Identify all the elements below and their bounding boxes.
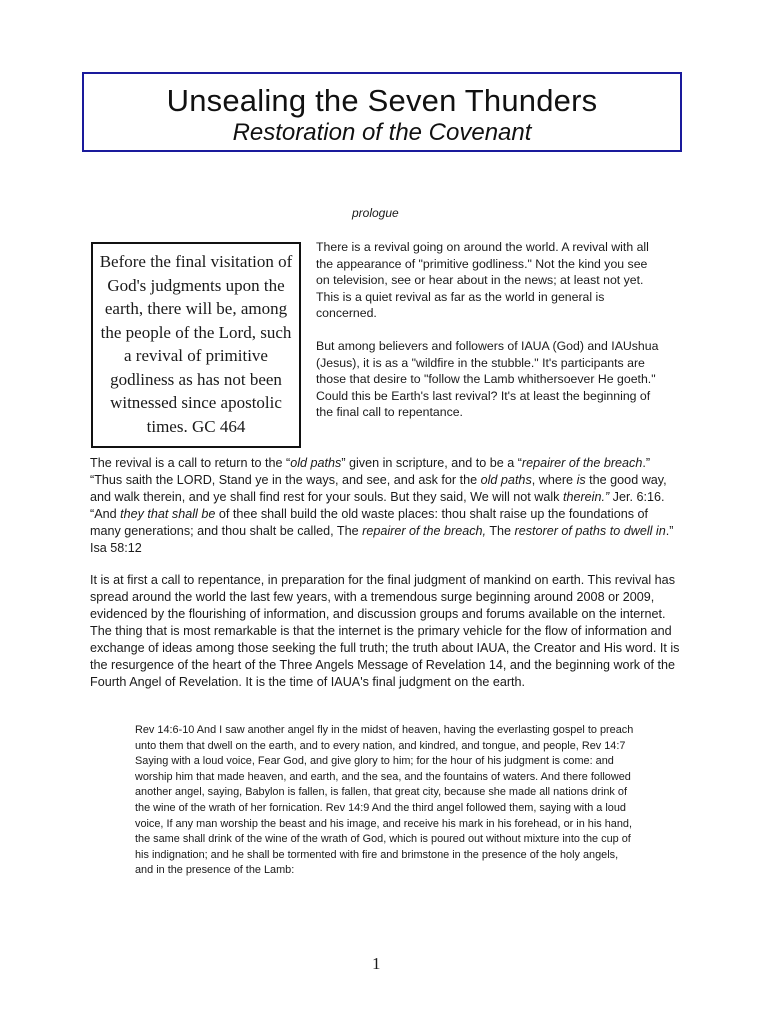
italic-run: restorer of paths to dwell in [514,523,666,538]
repentance-paragraph: It is at first a call to repentance, in preparation for the final judgment of mankind on earth. This revival has spread around the world the last few years, with a tremendous surge beginning around 2008 or 2009, evidenced by the flourishing of information, and discussion groups and forums available on the internet. The thing that is most remarkable is that the internet is the primary vehicle for the flow of information and exchange of ideas among those seeking the full truth; the truth about IAUA, the Creator and His word. It is the resurgence of the heart of the Three Angels Message of Revelation 14, and the beginning work of the Fourth Angel of Revelation. It is the time of IAUA's final judgment on the earth. [90,573,680,689]
title-box [82,72,682,152]
intro-column [316,239,662,437]
document-title: Unsealing the Seven Thunders [166,83,598,118]
main-body [90,455,680,707]
revival-paragraph [90,455,680,556]
text-run: , where [531,472,577,487]
document-subtitle: Restoration of the Covenant [232,119,532,146]
prologue-label: prologue [352,206,399,220]
italic-run: is [576,472,586,487]
text-run: The revival is a call to return to the “ [90,456,291,470]
italic-run: old paths [480,472,532,487]
scripture-quote: Rev 14:6-10 And I saw another angel fly in the midst of heaven, having the everlasting gospel to preach unto them that dwell on the earth, and to every nation, and kindred, and tongue, and people, Rev 14:7 Saying with a loud voice, Fear God, and give glory to him; for the hour of his judgment is come: and worship him that made heaven, and earth, and the sea, and the fountains of waters. And there followed another angel, saying, Babylon is fallen, is fallen, that great city, because she made all nations drink of the wine of the wrath of her fornication. Rev 14:9 And the third angel followed them, saying with a loud voice, If any man worship the beast and his image, and receive his mark in his forehead, or in his hand, the same shall drink of the wine of the wrath of God, which is poured out without mixture into the cup of his indignation; and he shall be tormented with fire and brimstone in the presence of the holy angels, and in the presence of the Lamb: [135,724,634,877]
text-run: the good way, and walk therein, and ye shall find rest for your souls. But they said, We will not walk [90,472,667,504]
text-run: .” Isa 58:12 [90,523,674,555]
text-run: .” “Thus saith the LORD, Stand ye in the ways, and see, and ask for the [90,456,651,487]
page-number: 1 [372,954,381,973]
quote-box: Before the final visitation of God's judgments upon the earth, there will be, among the people of the Lord, such a revival of primitive godliness as has not been witnessed since apostolic times. GC 464 [91,242,301,448]
italic-run: therein.” [562,489,610,504]
text-run: of thee shall build the old waste places: thou shalt raise up the foundations of many generations; and thou shalt be called, The [90,506,648,538]
intro-paragraph-1: There is a revival going on around the world. A revival with all the appearance of "primitive godliness." Not the kind you see on television, see or hear about in the news; at least not yet. This is a quiet revival as far as the world in general is concerned. [316,240,649,321]
text-run: Jer. 6:16. “And [90,489,665,521]
text-run: ” given in scripture, and to be a “ [341,456,522,470]
italic-run: old paths [290,456,342,470]
italic-run: they that shall be [120,506,216,521]
italic-run: repairer of the breach, [362,523,487,538]
italic-run: repairer of the breach [521,456,643,470]
intro-paragraph-2: But among believers and followers of IAUA (God) and IAUshua (Jesus), it is as a "wildfire in the stubble." It's participants are those that desire to "follow the Lamb whithersoever He goeth." Could this be Earth's last revival? It's at least the beginning of the final call to repentance. [316,338,659,420]
text-run: The [486,523,515,538]
